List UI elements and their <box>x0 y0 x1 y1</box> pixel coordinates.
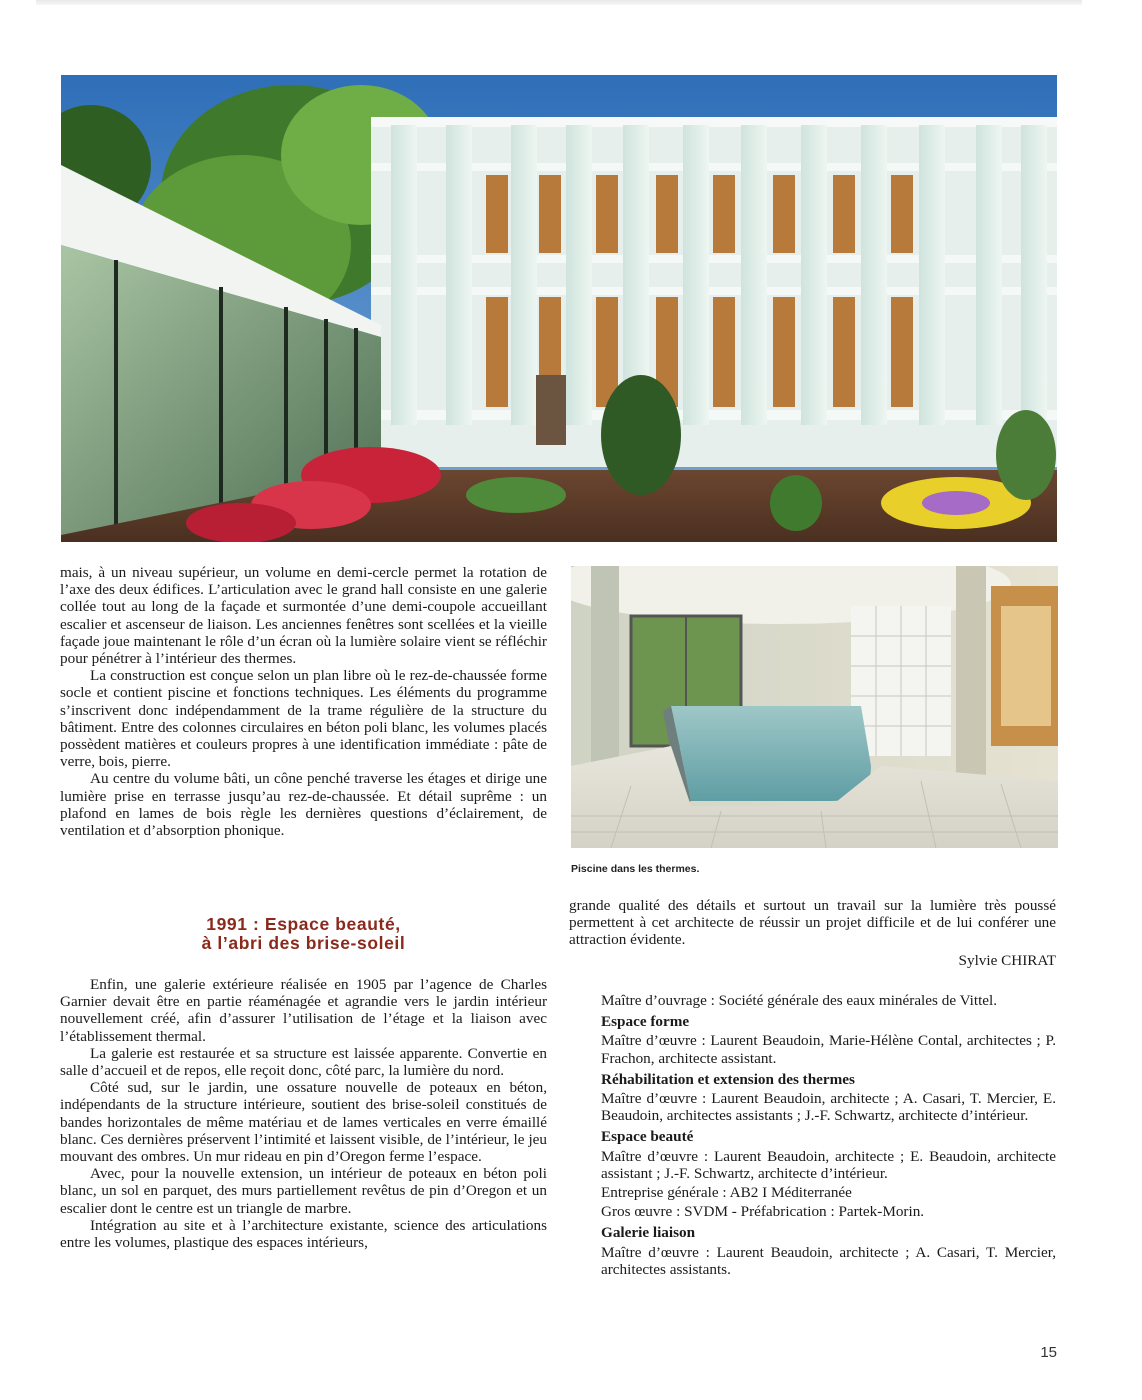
credit-heading: Galerie liaison <box>601 1224 696 1242</box>
paragraph: Au centre du volume bâti, un cône penché traverse les étages et dirige une lumière prise en terrasse jusqu’au rez-de-chaussée. Et détail suprême : un plafond en lames de bois règle les dernières questions d’éclairement, de ventilation et d’absorption phonique. <box>60 770 547 840</box>
section-heading <box>60 915 547 953</box>
paragraph: mais, à un niveau supérieur, un volume en demi-cercle permet la rotation de l’axe des deux édifices. L’articulation avec le grand hall consiste en une galerie collée tout au long de la façade et surmontée d’une demi-coupole accueillant escalier et ascenseur de liaison. Les anciennes fenêtres sont scellées et la vieille façade joue maintenant le rôle d’un écran où la lumière solaire vient se réfléchir pour pénétrer à l’intérieur des thermes. <box>60 564 547 668</box>
project-credits <box>601 990 1056 1278</box>
credit-line: Maître d’œuvre : Laurent Beaudoin, Marie-Hélène Contal, architectes ; P. Frachon, architecte assistant. <box>601 1032 1056 1067</box>
top-edge <box>36 0 1082 5</box>
main-photo <box>61 75 1057 542</box>
right-column-text <box>569 897 1056 949</box>
credit-line: Entreprise générale : AB2 I Méditerranée <box>601 1184 852 1202</box>
paragraph: Avec, pour la nouvelle extension, un intérieur de poteaux en béton poli blanc, un sol en parquet, des murs partiellement revêtus de pin d’Oregon et un escalier dont le centre est un triangle de marbre. <box>60 1165 547 1217</box>
credit-heading: Réhabilitation et extension des thermes <box>601 1070 855 1088</box>
left-column-top <box>60 564 547 839</box>
paragraph: Côté sud, sur le jardin, une ossature nouvelle de poteaux en béton, indépendants de la structure intérieure, soutient des brise-soleil constitués de bandes horizontales de même matériau et de lames verticales en verre émaillé blanc. Ces dernières préservent l’intimité et laissent visible, de l’intérieur, le jeu mouvant des ombres. Un mur rideau en pin d’Oregon ferme l’espace. <box>60 1079 547 1166</box>
author-signature: Sylvie CHIRAT <box>958 952 1056 969</box>
section-heading-line: à l’abri des brise-soleil <box>201 933 406 953</box>
paragraph: grande qualité des détails et surtout un travail sur la lumière très poussé permettent à cet architecte de réussir un projet difficile et de lui conférer une attraction évidente. <box>569 897 1056 949</box>
credit-line: Maître d’ouvrage : Société générale des eaux minérales de Vittel. <box>601 992 998 1009</box>
paragraph: La galerie est restaurée et sa structure est laissée apparente. Convertie en salle d’accueil et de repos, elle reçoit donc, côté parc, la lumière du nord. <box>60 1044 547 1080</box>
credit-heading: Espace beauté <box>601 1128 694 1146</box>
credit-line: Maître d’œuvre : Laurent Beaudoin, architecte ; A. Casari, T. Mercier, architectes assistants. <box>601 1243 1056 1278</box>
section-heading-line: 1991 : Espace beauté, <box>206 914 401 934</box>
pool-photo-caption: Piscine dans les thermes. <box>571 863 700 875</box>
left-column-bottom <box>60 976 547 1251</box>
credit-line: Maître d’œuvre : Laurent Beaudoin, architecte ; E. Beaudoin, architecte assistant ; J.-F. Schwartz, architecte d’intérieur. <box>601 1147 1056 1182</box>
credit-heading: Espace forme <box>601 1013 690 1031</box>
pool-photo <box>571 566 1058 848</box>
credit-line: Gros œuvre : SVDM - Préfabrication : Partek-Morin. <box>601 1203 925 1221</box>
paragraph: Intégration au site et à l’architecture existante, science des articulations entre les volumes, plastique des espaces intérieurs, <box>60 1216 547 1252</box>
page-number: 15 <box>1040 1344 1057 1361</box>
credit-line: Maître d’œuvre : Laurent Beaudoin, architecte ; A. Casari, T. Mercier, E. Beaudoin, architectes assistants ; J.-F. Schwartz, architecte d’intérieur. <box>601 1090 1056 1125</box>
paragraph: Enfin, une galerie extérieure réalisée en 1905 par l’agence de Charles Garnier devait être en partie réaménagée et agrandie vers le jardin intérieur nouvellement créé, afin d’assurer l’utilisation de l’étage et la liaison avec l’établissement thermal. <box>60 976 547 1045</box>
paragraph: La construction est conçue selon un plan libre où le rez-de-chaussée forme socle et contient piscine et fonctions techniques. Les éléments du programme s’inscrivent donc indépendamment de la trame régulière de la structure du bâtiment. Entre des colonnes circulaires en béton poli blanc, les volumes placés possèdent matières et couleurs propres à une identification immédiate : pâte de verre, bois, pierre. <box>60 667 547 771</box>
